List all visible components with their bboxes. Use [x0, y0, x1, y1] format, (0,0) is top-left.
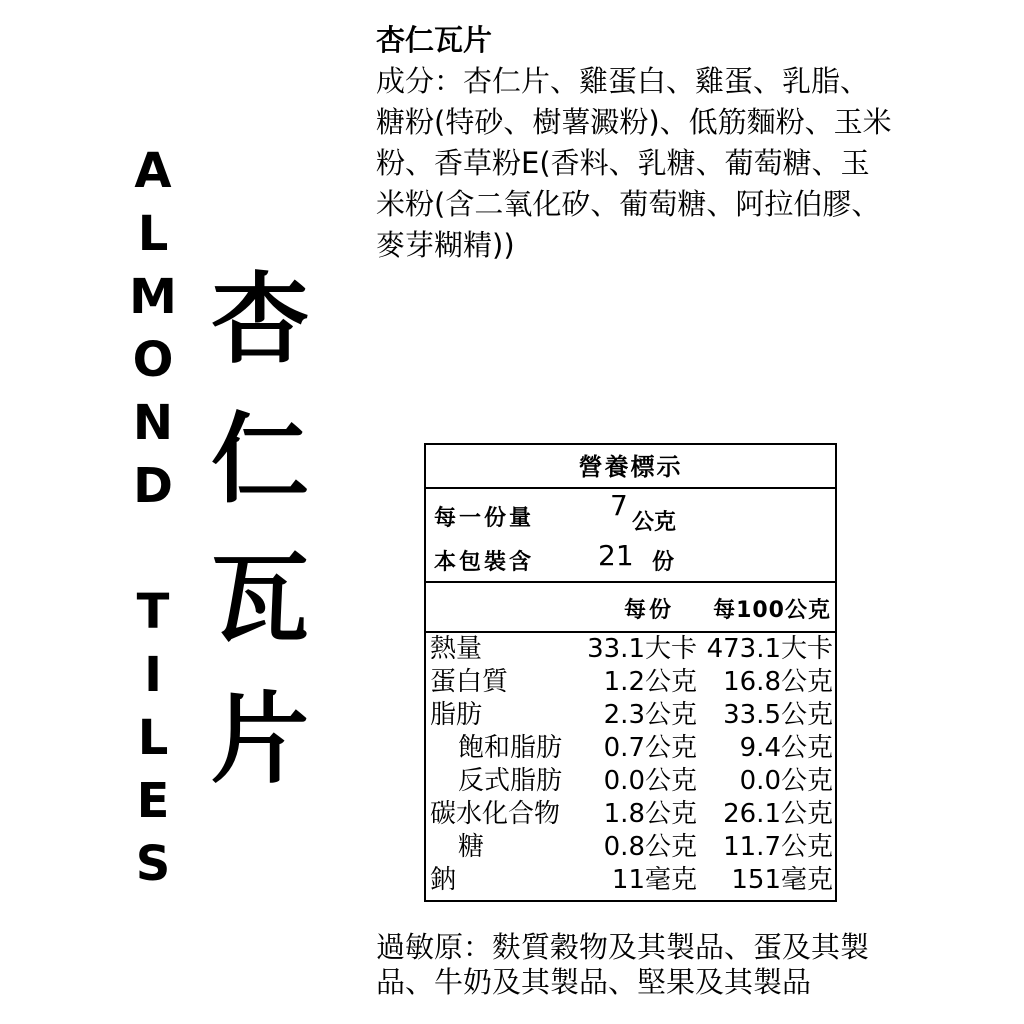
title-character: 仁 [210, 403, 309, 517]
nutrient-name: 蛋白質 [430, 667, 509, 697]
table-row [426, 864, 835, 897]
title-letter: L [137, 206, 169, 262]
title-letter: I [144, 647, 162, 703]
nutrition-facts-table [424, 443, 837, 902]
title-letter: O [132, 332, 174, 388]
nutrient-rows [426, 633, 835, 897]
per-serving-value: 2.3公克 [603, 700, 697, 730]
per-100g-value: 151毫克 [731, 865, 833, 895]
title-letter: T [136, 584, 170, 640]
table-row [426, 831, 835, 864]
table-row [426, 798, 835, 831]
per-100g-header: 每100公克 [713, 598, 831, 623]
nutrient-name: 熱量 [430, 634, 483, 664]
title-letter: N [132, 395, 174, 451]
nutrient-name: 飽和脂肪 [458, 733, 563, 763]
per-serving-header: 每份 [624, 598, 675, 623]
servings-label: 本包裝含 [434, 550, 535, 575]
title-letter: A [134, 143, 172, 199]
product-name: 杏仁瓦片 [376, 23, 493, 57]
per-serving-value: 0.8公克 [603, 832, 697, 862]
per-100g-value: 16.8公克 [723, 667, 833, 697]
per-serving-value: 0.0公克 [603, 766, 697, 796]
serving-size-label: 每一份量 [434, 506, 535, 531]
title-character: 杏 [210, 263, 309, 377]
vertical-english-title [118, 140, 188, 896]
table-row [426, 765, 835, 798]
servings-value: 21 [598, 539, 634, 572]
nutrient-name: 糖 [458, 832, 485, 862]
per-serving-value: 33.1大卡 [587, 634, 697, 664]
per-serving-value: 1.2公克 [603, 667, 697, 697]
title-letter: S [135, 836, 171, 892]
table-row [426, 633, 835, 666]
column-header [426, 583, 835, 633]
nutrient-name: 鈉 [430, 865, 457, 895]
per-100g-value: 26.1公克 [723, 799, 833, 829]
per-100g-value: 33.5公克 [723, 700, 833, 730]
title-letter: L [137, 710, 169, 766]
table-row [426, 732, 835, 765]
nutrition-title: 營養標示 [426, 445, 835, 489]
title-character: 瓦 [210, 543, 309, 657]
per-serving-value: 0.7公克 [603, 733, 697, 763]
title-character: 片 [210, 683, 309, 797]
ingredients-text: 成分：杏仁片、雞蛋白、雞蛋、乳脂、糖粉(特砂、樹薯澱粉)、低筋麵粉、玉米粉、香草粉E(香料、乳糖、葡萄糖、玉米粉(含二氧化矽、葡萄糖、阿拉伯膠、麥芽糊精)) [376, 64, 892, 262]
ingredients-block [376, 20, 896, 266]
table-row [426, 699, 835, 732]
per-100g-value: 11.7公克 [723, 832, 833, 862]
title-letter: D [133, 458, 173, 514]
title-letter: E [136, 773, 170, 829]
nutrient-name: 反式脂肪 [458, 766, 563, 796]
per-100g-value: 473.1大卡 [706, 634, 833, 664]
nutrient-name: 脂肪 [430, 700, 483, 730]
nutrient-name: 碳水化合物 [430, 799, 561, 829]
serving-size-value: 7 [610, 489, 628, 522]
allergen-statement: 過敏原：麩質穀物及其製品、蛋及其製品、牛奶及其製品、堅果及其製品 [376, 930, 870, 999]
title-letter: M [129, 269, 177, 325]
table-row [426, 666, 835, 699]
per-serving-value: 1.8公克 [603, 799, 697, 829]
per-100g-value: 0.0公克 [739, 766, 833, 796]
serving-size-unit: 公克 [632, 510, 677, 535]
per-serving-value: 11毫克 [611, 865, 697, 895]
per-100g-value: 9.4公克 [739, 733, 833, 763]
servings-unit: 份 [652, 550, 675, 575]
vertical-chinese-title [205, 250, 315, 810]
serving-info [426, 489, 835, 583]
